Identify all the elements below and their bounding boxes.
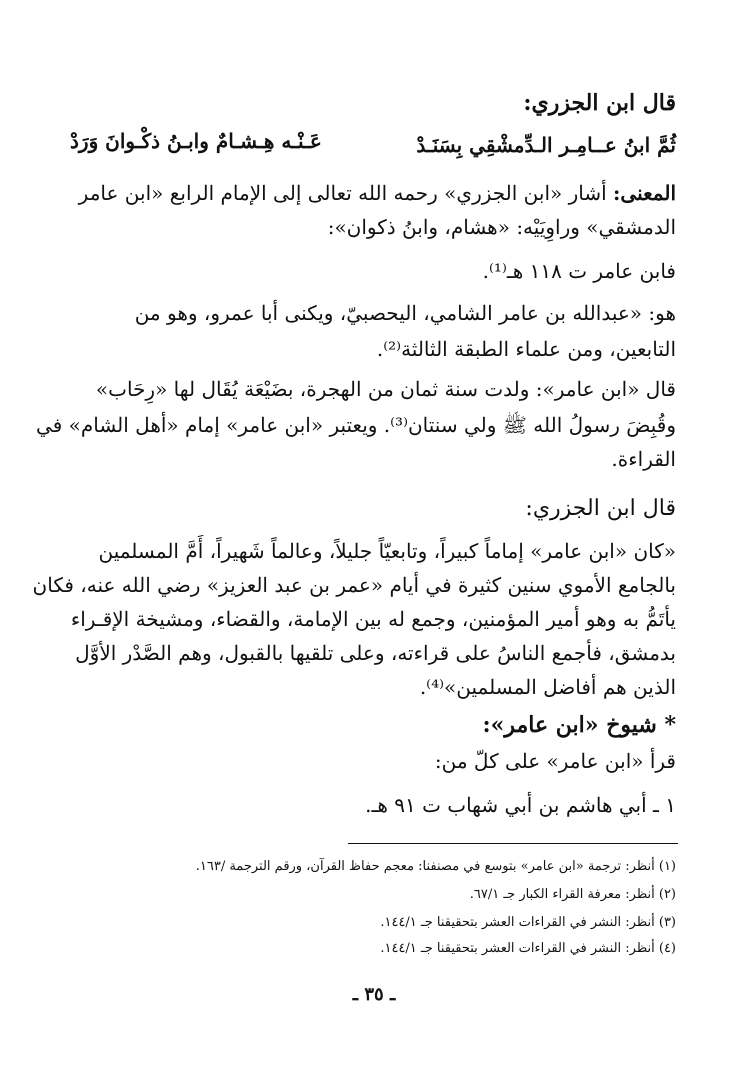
footnote-2: (٢) أنظر: معرفة القراء الكبار جـ ٦٧/١. [469, 887, 676, 902]
birth-line-2: وقُبِضَ رسولُ الله ﷺ ولي سنتان⁽³⁾. ويعتبر «ابن عامر» إمام «أهل الشام» في [36, 413, 676, 437]
footnote-divider [348, 843, 678, 844]
death-date-line: فابن عامر ت ١١٨ هـ⁽¹⁾. [482, 259, 676, 283]
bio-line-1: هو: «عبدالله بن عامر الشامي، اليحصبيّ، ويكنى أبا عمرو، وهو من [134, 301, 676, 325]
birth-line-3: القراءة. [611, 447, 676, 471]
verse-left-hemistich: عَـنْـه هِـشـامٌ وابـنُ ذكْـوانَ وَرَدْ [70, 129, 322, 153]
birth-line-1: قال «ابن عامر»: ولدت سنة ثمان من الهجرة، بضَيْعَة يُقَال لها «رِحَاب» [95, 377, 676, 401]
heading-ibn-jazari-2: قال ابن الجزري: [525, 496, 676, 521]
footnote-4: (٤) أنظر: النشر في القراءات العشر بتحقيقنا جـ ١٤٤/١. [380, 941, 676, 956]
meaning-line-1 [72, 178, 676, 208]
meaning-line-2: الدمشقي» وراوِيَيْه: «هشام، وابنُ ذكوان»: [327, 215, 676, 239]
meaning-text-1: أشار «ابن الجزري» رحمه الله تعالى إلى الإمام الرابع «ابن عامر [78, 181, 607, 205]
page-number: ـ ٣٥ ـ [352, 984, 396, 1005]
quote-line-4: بدمشق، فأجمع الناسُ على قراءته، وعلى تلقيها بالقبول، وهم الصَّدْر الأوَّل [75, 641, 676, 665]
section-heading-teachers: * شيوخ «ابن عامر»: [482, 712, 676, 738]
heading-ibn-jazari: قال ابن الجزري: [523, 90, 676, 116]
footnote-3: (٣) أنظر: النشر في القراءات العشر بتحقيقنا جـ ١٤٤/١. [380, 915, 676, 930]
verse-right-hemistich: ثُمَّ ابنُ عــامِـر الـدِّمشْقِي بِسَنَـدْ [416, 133, 676, 157]
footnote-1: (١) أنظر: ترجمة «ابن عامر» بتوسع في مصنفنا: معجم حفاظ القرآن، ورقم الترجمة /١٦٣. [195, 859, 676, 874]
quote-line-5: الذين هم أفاضل المسلمين»⁽⁴⁾. [419, 675, 676, 699]
teachers-intro: قرأ «ابن عامر» على كلّ من: [434, 749, 676, 773]
bio-line-2: التابعين، ومن علماء الطبقة الثالثة⁽²⁾. [376, 337, 676, 361]
quote-line-3: يأتَمُّ به وهو أمير المؤمنين، وجمع له بين الإمامة، والقضاء، ومشيخة الإقـراء [70, 607, 676, 631]
teacher-item-1: ١ ـ أبي هاشم بن أبي شهاب ت ٩١ هـ. [365, 793, 676, 817]
quote-line-1: «كان «ابن عامر» إماماً كبيراً، وتابعيّاً جليلاً، وعالماً شَهيراً، أَمَّ المسلمين [98, 539, 676, 563]
quote-line-2: بالجامع الأموي سنين كثيرة في أيام «عمر بن عبد العزيز» رضي الله عنه، فكان [32, 573, 676, 597]
meaning-label: المعنى: [613, 181, 676, 205]
